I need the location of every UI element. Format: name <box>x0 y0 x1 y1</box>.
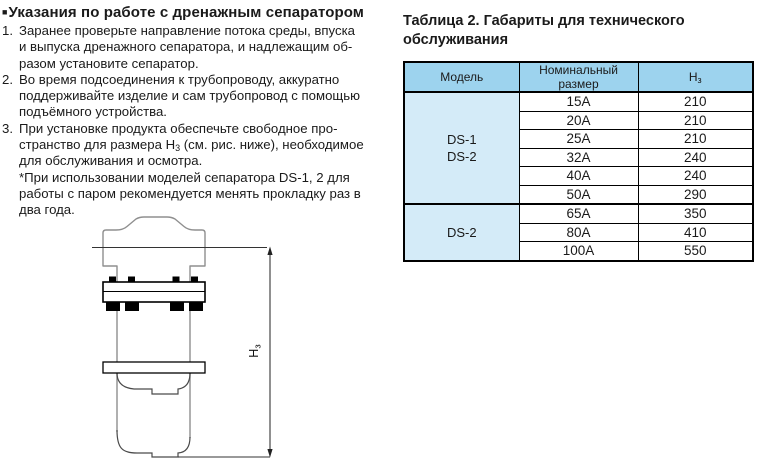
text-line: При установке продукта обеспечьте свободное про- <box>19 120 338 136</box>
size-cell: 25A <box>519 130 638 149</box>
section-heading <box>2 4 398 21</box>
h3-cell: 290 <box>638 185 753 204</box>
size-cell: 50A <box>519 185 638 204</box>
text-line: для обслуживания и осмотра. <box>19 153 203 169</box>
h3-cell: 350 <box>638 204 753 223</box>
h3-cell: 210 <box>638 130 753 149</box>
model-label: DS-1 <box>446 132 477 147</box>
model-cell-ds1-ds2 <box>404 92 519 204</box>
item-number: 2. <box>2 71 13 87</box>
h3-cell: 410 <box>638 223 753 242</box>
maintenance-dimensions-table <box>403 61 754 262</box>
text-line: разом установите сепаратор. <box>19 55 199 71</box>
text-line: Заранее проверьте направление потока среды, впуска <box>19 23 355 38</box>
text-line: подъёмного устройства. <box>19 104 167 120</box>
h3-main: Н <box>688 70 698 84</box>
item-number: 1. <box>2 23 13 38</box>
instruction-item-1 <box>2 23 400 72</box>
table-caption <box>403 12 733 50</box>
size-cell: 40A <box>519 167 638 186</box>
text-line-with-subscript <box>19 137 400 153</box>
h3-subscript: 3 <box>175 143 181 154</box>
h3-cell: 240 <box>638 148 753 167</box>
cap-outline <box>103 217 205 283</box>
text-line: Во время подсоединения к трубопроводу, аккуратно <box>19 71 340 87</box>
table-header-row <box>404 62 753 92</box>
h3-cell: 210 <box>638 92 753 111</box>
middle-plate <box>103 362 205 373</box>
size-cell: 20A <box>519 111 638 130</box>
size-cell: 15A <box>519 92 638 111</box>
table-caption-line: обслуживания <box>403 32 509 48</box>
flange-bolt-nuts <box>106 302 203 311</box>
size-cell: 65A <box>519 204 638 223</box>
table-row <box>404 92 753 111</box>
separator-technical-drawing <box>85 210 280 462</box>
model-cell-ds2 <box>404 204 519 261</box>
column-header-model: Модель <box>404 62 519 92</box>
instruction-list <box>2 23 400 219</box>
instruction-item-3 <box>2 121 400 219</box>
dimension-line-h3 <box>267 247 272 458</box>
footnote-line: *При использовании моделей сепаратора DS-1, 2 для <box>19 169 350 185</box>
size-cell: 80A <box>519 223 638 242</box>
size-cell: 32A <box>519 148 638 167</box>
model-label: DS-2 <box>446 224 477 240</box>
text-segment: (см. рис. ниже), необходимое <box>180 137 364 153</box>
size-cell: 100A <box>519 242 638 261</box>
footnote-line: два года. <box>19 202 75 218</box>
neck-outline <box>117 373 190 394</box>
footnote-line: работы с паром рекомендуется менять прокладку раз в <box>19 185 361 201</box>
h3-cell: 210 <box>638 111 753 130</box>
column-header-nominal-size: Номинальный размер <box>519 62 638 92</box>
item-number: 3. <box>2 120 13 136</box>
column-header-h3 <box>638 62 753 92</box>
top-flange <box>103 282 205 302</box>
dimension-label: $Н_з$ <box>247 344 264 358</box>
square-bullet-icon: ■ <box>2 7 8 17</box>
table-caption-line: Таблица 2. Габариты для технического <box>403 13 685 29</box>
table-row <box>404 204 753 223</box>
h3-cell: 550 <box>638 242 753 261</box>
text-segment: странство для размера Н <box>19 137 176 153</box>
model-label: DS-2 <box>446 149 477 164</box>
instruction-item-2 <box>2 72 400 121</box>
text-line: и выпуска дренажного сепаратора, и надлежащим об- <box>19 39 353 55</box>
section-heading-text: Указания по работе с дренажным сепаратором <box>8 4 364 21</box>
bowl-bottom-outline <box>117 430 190 457</box>
h3-cell: 240 <box>638 167 753 186</box>
text-line: поддерживайте изделие и сам трубопровод с помощью <box>19 88 361 104</box>
h3-subscript: з <box>697 75 702 85</box>
